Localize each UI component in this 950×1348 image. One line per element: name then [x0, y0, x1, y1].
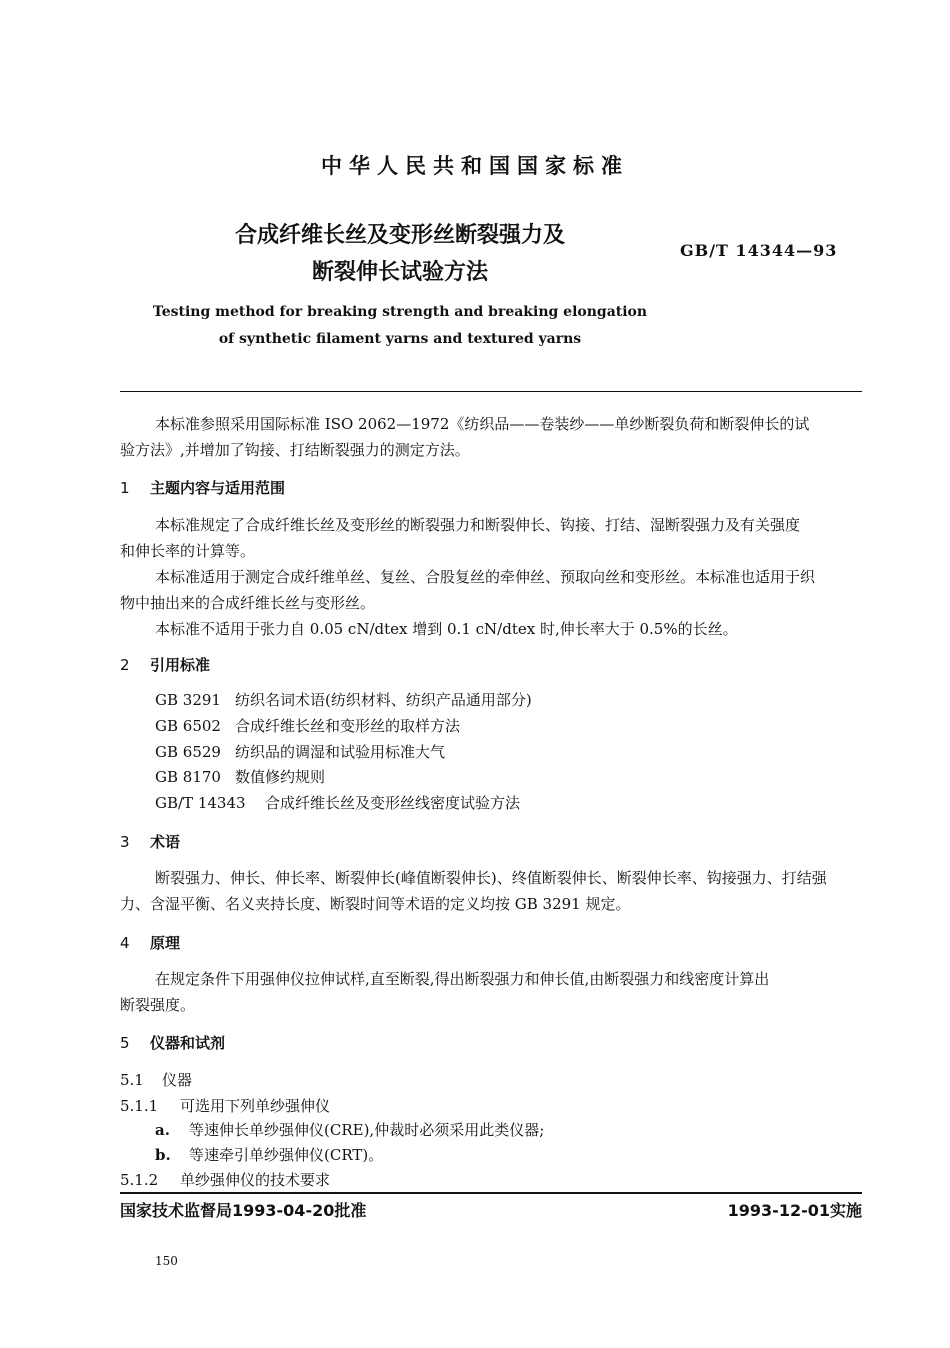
reference-code: GB 6502	[155, 717, 221, 735]
header-divider	[120, 391, 862, 392]
footer-divider	[120, 1192, 862, 1194]
approval-date: 国家技术监督局1993-04-20批准	[120, 1201, 367, 1220]
reference-item	[155, 766, 325, 787]
section-title: 术语	[150, 833, 181, 851]
reference-title: 纺织名词术语(纺织材料、纺织产品通用部分)	[235, 691, 532, 709]
section-3-line-1: 断裂强力、伸长、伸长率、断裂伸长(峰值断裂伸长)、终值断裂伸长、断裂伸长率、钩接强力、打结强	[155, 869, 827, 887]
subsection-5-1-1	[120, 1095, 330, 1116]
list-item-b	[155, 1144, 383, 1165]
section-1-heading	[120, 477, 285, 498]
page-number: 150	[155, 1254, 178, 1268]
reference-title: 数值修约规则	[235, 768, 326, 786]
section-number: 4	[120, 934, 130, 952]
section-2-heading	[120, 654, 210, 675]
section-1-paragraph-2-line-2: 物中抽出来的合成纤维长丝与变形丝。	[120, 594, 376, 612]
section-number: 5	[120, 1034, 130, 1052]
reference-code: GB 3291	[155, 691, 221, 709]
section-title: 原理	[150, 934, 181, 952]
reference-code: GB 8170	[155, 768, 221, 786]
section-number: 1	[120, 479, 130, 497]
reference-title: 合成纤维长丝和变形丝的取样方法	[235, 717, 461, 735]
subsection-number: 5.1.1	[120, 1097, 159, 1115]
subsection-number: 5.1	[120, 1071, 144, 1089]
reference-title: 纺织品的调湿和试验用标准大气	[235, 743, 446, 761]
subsection-title: 单纱强伸仪的技术要求	[180, 1171, 331, 1189]
section-4-heading	[120, 932, 180, 953]
foreword-line-1: 本标准参照采用国际标准 ISO 2062—1972《纺织品——卷装纱——单纱断裂负荷和断裂伸长的试	[155, 415, 810, 433]
section-4-line-1: 在规定条件下用强伸仪拉伸试样,直至断裂,得出断裂强力和伸长值,由断裂强力和线密度计算出	[155, 970, 770, 988]
reference-item	[155, 689, 532, 710]
subsection-5-1-2	[120, 1169, 330, 1190]
english-title-line-2: of synthetic filament yarns and textured yarns	[218, 331, 582, 347]
english-title-line-1: Testing method for breaking strength and breaking elongation	[152, 304, 648, 320]
section-1-paragraph-3: 本标准不适用于张力自 0.05 cN/dtex 增到 0.1 cN/dtex 时,伸长率大于 0.5%的长丝。	[155, 620, 738, 638]
section-5-heading	[120, 1032, 225, 1053]
list-item-text: 等速伸长单纱强伸仪(CRE),仲裁时必须采用此类仪器;	[189, 1121, 545, 1139]
reference-title: 合成纤维长丝及变形丝线密度试验方法	[265, 794, 521, 812]
subsection-number: 5.1.2	[120, 1171, 159, 1189]
national-standard-title: 中华人民共和国国家标准	[321, 154, 629, 178]
subsection-5-1	[120, 1069, 192, 1090]
reference-item	[155, 741, 445, 762]
subsection-title: 仪器	[162, 1071, 193, 1089]
reference-code: GB/T 14343	[155, 794, 246, 812]
section-3-heading	[120, 831, 180, 852]
standard-code: GB/T 14344—93	[680, 241, 838, 260]
section-3-line-2: 力、含湿平衡、名义夹持长度、断裂时间等术语的定义均按 GB 3291 规定。	[120, 895, 631, 913]
section-1-paragraph-1-line-2: 和伸长率的计算等。	[120, 542, 256, 560]
section-1-paragraph-1-line-1: 本标准规定了合成纤维长丝及变形丝的断裂强力和断裂伸长、钩接、打结、湿断裂强力及有关强度	[155, 516, 801, 534]
section-title: 主题内容与适用范围	[150, 479, 286, 497]
section-4-line-2: 断裂强度。	[120, 996, 196, 1014]
reference-item	[155, 715, 460, 736]
list-marker: a.	[155, 1121, 170, 1139]
section-number: 2	[120, 656, 130, 674]
reference-item	[155, 792, 520, 813]
reference-code: GB 6529	[155, 743, 221, 761]
list-marker: b.	[155, 1146, 171, 1164]
section-number: 3	[120, 833, 130, 851]
foreword-line-2: 验方法》,并增加了钩接、打结断裂强力的测定方法。	[120, 441, 470, 459]
standard-title-line-1: 合成纤维长丝及变形丝断裂强力及	[234, 223, 565, 248]
implementation-date: 1993-12-01实施	[727, 1201, 862, 1220]
list-item-text: 等速牵引单纱强伸仪(CRT)。	[189, 1146, 384, 1164]
section-title: 引用标准	[150, 656, 211, 674]
section-title: 仪器和试剂	[150, 1034, 226, 1052]
section-1-paragraph-2-line-1: 本标准适用于测定合成纤维单丝、复丝、合股复丝的牵伸丝、预取向丝和变形丝。本标准也适用于织	[155, 568, 816, 586]
list-item-a	[155, 1119, 544, 1140]
standard-title-line-2: 断裂伸长试验方法	[311, 260, 488, 285]
subsection-title: 可选用下列单纱强伸仪	[180, 1097, 331, 1115]
